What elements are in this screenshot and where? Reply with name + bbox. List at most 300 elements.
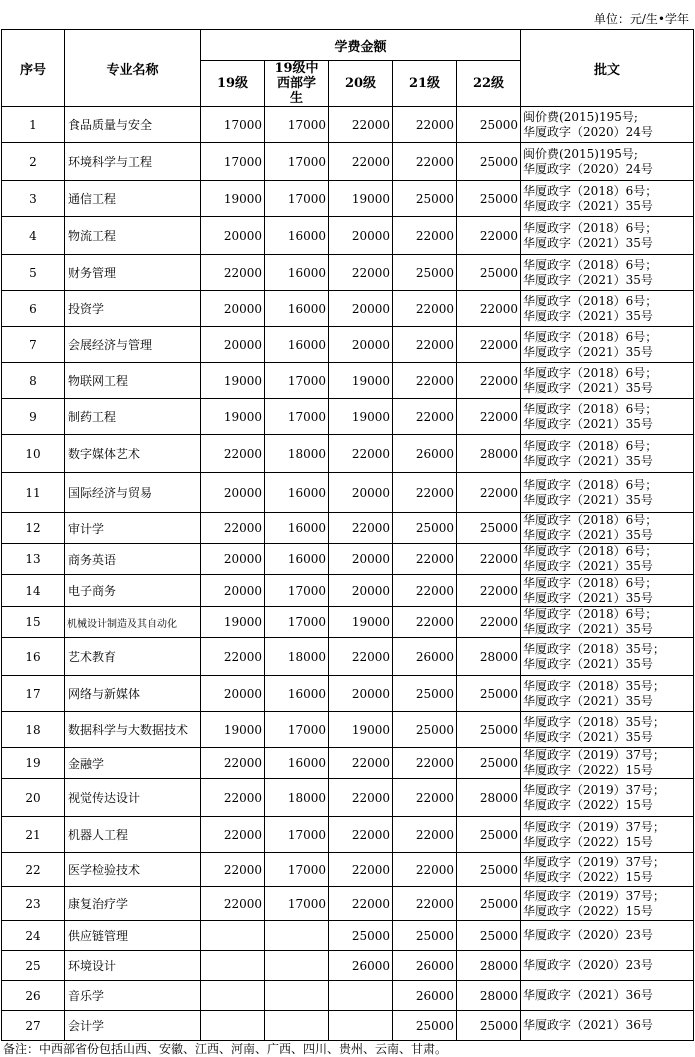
- row-fee-g21: 22000: [393, 779, 457, 817]
- row-approval-doc: [521, 291, 694, 327]
- table-row: [2, 676, 694, 712]
- approval-doc-line: 华厦政字（2021）35号: [523, 729, 653, 744]
- row-approval-doc: [521, 951, 694, 981]
- row-fee-g21: 22000: [393, 399, 457, 435]
- approval-doc-line: 华厦政字（2020）23号: [523, 928, 653, 942]
- row-major-name: 供应链管理: [65, 921, 201, 951]
- row-fee-g19: 22000: [201, 435, 265, 473]
- row-fee-g20: 19000: [329, 399, 393, 435]
- row-seq: 13: [2, 544, 65, 575]
- row-fee-g21: 22000: [393, 107, 457, 143]
- table-row: [2, 921, 694, 951]
- approval-doc-line: 华厦政字（2018）6号；: [523, 438, 658, 453]
- row-major-name: 会计学: [65, 1011, 201, 1041]
- table-row: [2, 181, 694, 217]
- approval-doc-line: 华厦政字（2018）6号；: [523, 365, 658, 380]
- header-doc: 批文: [521, 30, 694, 107]
- row-fee-g22: 25000: [457, 107, 521, 143]
- row-seq: 18: [2, 712, 65, 748]
- row-seq: 25: [2, 951, 65, 981]
- row-fee-g19: 22000: [201, 255, 265, 291]
- row-approval-doc: [521, 544, 694, 575]
- row-approval-doc: [521, 1011, 694, 1041]
- table-row: [2, 1011, 694, 1041]
- row-seq: 7: [2, 327, 65, 363]
- approval-doc-line: 华厦政字（2021）35号: [523, 622, 653, 636]
- approval-doc-line: 华厦政字（2020）24号: [523, 124, 653, 139]
- row-fee-g22: 25000: [457, 853, 521, 887]
- row-fee-g21: 22000: [393, 748, 457, 779]
- table-row: [2, 638, 694, 676]
- row-fee-g19-central-west: 16000: [265, 327, 329, 363]
- row-approval-doc: [521, 327, 694, 363]
- table-row: [2, 575, 694, 607]
- row-major-name: 网络与新媒体: [65, 676, 201, 712]
- row-fee-g19-central-west: 17000: [265, 607, 329, 638]
- row-seq: 24: [2, 921, 65, 951]
- row-fee-g22: 25000: [457, 817, 521, 853]
- row-fee-g20: 22000: [329, 638, 393, 676]
- row-major-name: 医学检验技术: [65, 853, 201, 887]
- row-fee-g19: [201, 1011, 265, 1041]
- row-fee-g19: 22000: [201, 853, 265, 887]
- row-seq: 11: [2, 473, 65, 513]
- approval-doc-line: 华厦政字（2021）35号: [523, 559, 653, 573]
- approval-doc-line: 华厦政字（2021）35号: [523, 235, 653, 250]
- approval-doc-line: 华厦政字（2018）35号；: [523, 714, 665, 729]
- row-major-name: 物联网工程: [65, 363, 201, 399]
- row-fee-g19-central-west: [265, 921, 329, 951]
- row-fee-g22: 25000: [457, 712, 521, 748]
- row-fee-g20: 20000: [329, 544, 393, 575]
- row-approval-doc: [521, 607, 694, 638]
- row-major-name: 视觉传达设计: [65, 779, 201, 817]
- row-fee-g19-central-west: [265, 951, 329, 981]
- approval-doc-line: 华厦政字（2021）35号: [523, 590, 653, 605]
- row-fee-g19-central-west: 17000: [265, 107, 329, 143]
- approval-doc-line: 华厦政字（2021）35号: [523, 656, 653, 671]
- row-fee-g21: 26000: [393, 951, 457, 981]
- row-approval-doc: [521, 779, 694, 817]
- row-fee-g20: 19000: [329, 712, 393, 748]
- table-row: [2, 951, 694, 981]
- row-fee-g19: 20000: [201, 327, 265, 363]
- row-fee-g19: 19000: [201, 712, 265, 748]
- row-major-name: 环境科学与工程: [65, 143, 201, 181]
- row-fee-g20: 22000: [329, 748, 393, 779]
- row-seq: 27: [2, 1011, 65, 1041]
- row-fee-g22: 25000: [457, 143, 521, 181]
- row-seq: 9: [2, 399, 65, 435]
- row-fee-g21: 22000: [393, 217, 457, 255]
- row-fee-g19: 19000: [201, 181, 265, 217]
- table-row: [2, 363, 694, 399]
- row-approval-doc: [521, 981, 694, 1011]
- row-fee-g20: 22000: [329, 255, 393, 291]
- approval-doc-line: 华厦政字（2019）37号；: [523, 854, 665, 869]
- row-fee-g22: 22000: [457, 575, 521, 607]
- approval-doc-line: 华厦政字（2021）35号: [523, 344, 653, 359]
- row-fee-g22: 22000: [457, 327, 521, 363]
- row-approval-doc: [521, 853, 694, 887]
- row-seq: 22: [2, 853, 65, 887]
- row-approval-doc: [521, 217, 694, 255]
- row-major-name: 食品质量与安全: [65, 107, 201, 143]
- row-fee-g20: 22000: [329, 853, 393, 887]
- row-seq: 19: [2, 748, 65, 779]
- row-fee-g19: 17000: [201, 107, 265, 143]
- row-fee-g19: 22000: [201, 748, 265, 779]
- table-row: [2, 143, 694, 181]
- row-fee-g21: 25000: [393, 676, 457, 712]
- row-fee-g19-central-west: 16000: [265, 473, 329, 513]
- approval-doc-line: 华厦政字（2021）36号: [523, 1018, 653, 1032]
- row-fee-g21: 22000: [393, 363, 457, 399]
- row-fee-g19: [201, 981, 265, 1011]
- table-body: [2, 107, 694, 1041]
- row-major-name: 国际经济与贸易: [65, 473, 201, 513]
- row-approval-doc: [521, 817, 694, 853]
- row-fee-g22: 25000: [457, 513, 521, 544]
- row-seq: 8: [2, 363, 65, 399]
- row-fee-g20: 22000: [329, 107, 393, 143]
- approval-doc-line: 华厦政字（2019）37号；: [523, 748, 665, 762]
- row-fee-g19-central-west: 16000: [265, 255, 329, 291]
- row-fee-g19: 19000: [201, 399, 265, 435]
- approval-doc-line: 华厦政字（2018）35号；: [523, 641, 665, 656]
- approval-doc-line: 闽价费(2015)195号;: [523, 146, 638, 161]
- row-fee-g21: 26000: [393, 981, 457, 1011]
- approval-doc-line: 华厦政字（2021）35号: [523, 416, 653, 431]
- row-fee-g19-central-west: 16000: [265, 676, 329, 712]
- row-fee-g19: 22000: [201, 817, 265, 853]
- approval-doc-line: 华厦政字（2022）15号: [523, 869, 653, 884]
- row-approval-doc: [521, 638, 694, 676]
- table-row: [2, 107, 694, 143]
- row-fee-g22: 25000: [457, 676, 521, 712]
- approval-doc-line: 华厦政字（2018）6号；: [523, 575, 658, 590]
- row-fee-g22: 25000: [457, 921, 521, 951]
- row-seq: 6: [2, 291, 65, 327]
- row-approval-doc: [521, 255, 694, 291]
- approval-doc-line: 华厦政字（2021）35号: [523, 272, 653, 287]
- row-fee-g21: 22000: [393, 575, 457, 607]
- row-fee-g19-central-west: 16000: [265, 513, 329, 544]
- row-fee-g22: 25000: [457, 748, 521, 779]
- approval-doc-line: 华厦政字（2021）35号: [523, 453, 653, 468]
- table-row: [2, 327, 694, 363]
- row-fee-g19: 20000: [201, 217, 265, 255]
- row-fee-g22: 22000: [457, 399, 521, 435]
- row-major-name: 投资学: [65, 291, 201, 327]
- row-fee-g19: [201, 921, 265, 951]
- row-major-name: 物流工程: [65, 217, 201, 255]
- row-approval-doc: [521, 712, 694, 748]
- table-row: [2, 817, 694, 853]
- row-fee-g20: 20000: [329, 676, 393, 712]
- row-fee-g19: 20000: [201, 676, 265, 712]
- table-row: [2, 435, 694, 473]
- header-g20: 20级: [329, 61, 393, 107]
- unit-label: 单位：元/生•学年: [593, 12, 689, 26]
- row-fee-g20: [329, 981, 393, 1011]
- row-approval-doc: [521, 435, 694, 473]
- row-fee-g22: 25000: [457, 255, 521, 291]
- row-seq: 12: [2, 513, 65, 544]
- row-fee-g20: 19000: [329, 607, 393, 638]
- approval-doc-line: 华厦政字（2021）35号: [523, 308, 653, 323]
- header-g19-central-west-text: 19级中西部学生: [274, 61, 319, 106]
- table-row: [2, 544, 694, 575]
- row-fee-g19-central-west: 16000: [265, 217, 329, 255]
- row-fee-g22: 28000: [457, 638, 521, 676]
- row-major-name: 环境设计: [65, 951, 201, 981]
- row-fee-g21: 22000: [393, 887, 457, 921]
- row-fee-g21: 25000: [393, 1011, 457, 1041]
- row-fee-g19: 19000: [201, 607, 265, 638]
- approval-doc-line: 华厦政字（2019）37号；: [523, 888, 665, 903]
- row-fee-g19-central-west: [265, 1011, 329, 1041]
- row-fee-g22: 22000: [457, 607, 521, 638]
- approval-doc-line: 闽价费(2015)195号;: [523, 109, 638, 124]
- row-fee-g20: 20000: [329, 217, 393, 255]
- row-fee-g22: 28000: [457, 779, 521, 817]
- row-fee-g19: 22000: [201, 513, 265, 544]
- row-fee-g19-central-west: 16000: [265, 544, 329, 575]
- header-g19-central-west: [265, 61, 329, 107]
- row-fee-g19-central-west: 17000: [265, 143, 329, 181]
- row-fee-g19-central-west: 17000: [265, 363, 329, 399]
- row-fee-g21: 22000: [393, 327, 457, 363]
- approval-doc-line: 华厦政字（2018）6号；: [523, 329, 658, 344]
- row-fee-g21: 22000: [393, 143, 457, 181]
- row-fee-g21: 25000: [393, 712, 457, 748]
- row-seq: 26: [2, 981, 65, 1011]
- row-approval-doc: [521, 887, 694, 921]
- row-fee-g19: 20000: [201, 575, 265, 607]
- row-fee-g19: 20000: [201, 544, 265, 575]
- row-fee-g20: 19000: [329, 363, 393, 399]
- row-fee-g19-central-west: 16000: [265, 748, 329, 779]
- row-fee-g22: 28000: [457, 981, 521, 1011]
- approval-doc-line: 华厦政字（2018）6号；: [523, 477, 658, 492]
- approval-doc-line: 华厦政字（2020）23号: [523, 958, 653, 972]
- approval-doc-line: 华厦政字（2020）24号: [523, 161, 653, 176]
- row-seq: 3: [2, 181, 65, 217]
- row-fee-g21: 25000: [393, 255, 457, 291]
- row-fee-g19-central-west: 17000: [265, 181, 329, 217]
- row-fee-g22: 25000: [457, 1011, 521, 1041]
- row-fee-g19-central-west: 16000: [265, 291, 329, 327]
- table-row: [2, 607, 694, 638]
- approval-doc-line: 华厦政字（2019）37号；: [523, 782, 665, 797]
- row-fee-g21: 26000: [393, 435, 457, 473]
- row-major-name: 制药工程: [65, 399, 201, 435]
- row-fee-g20: 22000: [329, 143, 393, 181]
- table-row: [2, 779, 694, 817]
- row-fee-g22: 22000: [457, 363, 521, 399]
- header-g19: 19级: [201, 61, 265, 107]
- row-major-name: 数字媒体艺术: [65, 435, 201, 473]
- row-fee-g21: 25000: [393, 181, 457, 217]
- table-row: [2, 853, 694, 887]
- approval-doc-line: 华厦政字（2021）35号: [523, 693, 653, 708]
- row-major-name: 通信工程: [65, 181, 201, 217]
- row-approval-doc: [521, 181, 694, 217]
- approval-doc-line: 华厦政字（2022）15号: [523, 903, 653, 918]
- row-approval-doc: [521, 921, 694, 951]
- row-fee-g21: 26000: [393, 638, 457, 676]
- header-major: 专业名称: [65, 30, 201, 107]
- row-fee-g20: 26000: [329, 951, 393, 981]
- row-fee-g22: 28000: [457, 435, 521, 473]
- approval-doc-line: 华厦政字（2022）15号: [523, 834, 653, 849]
- row-fee-g19: 20000: [201, 291, 265, 327]
- row-major-name: 机器人工程: [65, 817, 201, 853]
- row-fee-g19-central-west: 17000: [265, 817, 329, 853]
- table-row: [2, 513, 694, 544]
- approval-doc-line: 华厦政字（2018）6号；: [523, 183, 658, 198]
- row-fee-g21: 22000: [393, 817, 457, 853]
- row-fee-g19: 17000: [201, 143, 265, 181]
- row-fee-g20: 22000: [329, 435, 393, 473]
- approval-doc-line: 华厦政字（2019）37号；: [523, 819, 665, 834]
- row-fee-g22: 25000: [457, 181, 521, 217]
- row-fee-g22: 22000: [457, 544, 521, 575]
- row-fee-g22: 28000: [457, 951, 521, 981]
- row-fee-g20: 22000: [329, 513, 393, 544]
- approval-doc-line: 华厦政字（2021）35号: [523, 528, 653, 542]
- row-fee-g19-central-west: 18000: [265, 435, 329, 473]
- row-fee-g21: 25000: [393, 921, 457, 951]
- row-fee-g19-central-west: 17000: [265, 575, 329, 607]
- row-fee-g22: 22000: [457, 217, 521, 255]
- row-fee-g22: 22000: [457, 291, 521, 327]
- table-row: [2, 887, 694, 921]
- row-fee-g21: 22000: [393, 473, 457, 513]
- row-approval-doc: [521, 676, 694, 712]
- footnote: 备注：中西部省份包括山西、安徽、江西、河南、广西、四川、贵州、云南、甘肃。: [3, 1042, 448, 1056]
- row-fee-g20: 22000: [329, 779, 393, 817]
- row-fee-g19: 20000: [201, 473, 265, 513]
- row-major-name: 音乐学: [65, 981, 201, 1011]
- row-seq: 15: [2, 607, 65, 638]
- row-fee-g19: 22000: [201, 779, 265, 817]
- row-seq: 1: [2, 107, 65, 143]
- row-seq: 16: [2, 638, 65, 676]
- row-seq: 14: [2, 575, 65, 607]
- row-approval-doc: [521, 575, 694, 607]
- header-g22: 22级: [457, 61, 521, 107]
- row-major-name: 商务英语: [65, 544, 201, 575]
- row-fee-g19-central-west: 17000: [265, 712, 329, 748]
- row-fee-g22: 25000: [457, 887, 521, 921]
- row-fee-g20: 22000: [329, 887, 393, 921]
- row-fee-g19: [201, 951, 265, 981]
- table-row: [2, 217, 694, 255]
- tuition-table: [1, 29, 694, 1041]
- approval-doc-line: 华厦政字（2021）35号: [523, 492, 653, 507]
- row-fee-g19: 22000: [201, 887, 265, 921]
- row-fee-g21: 25000: [393, 513, 457, 544]
- row-major-name: 电子商务: [65, 575, 201, 607]
- approval-doc-line: 华厦政字（2018）6号；: [523, 401, 658, 416]
- row-fee-g19: 19000: [201, 363, 265, 399]
- row-fee-g20: 25000: [329, 921, 393, 951]
- row-major-name: 金融学: [65, 748, 201, 779]
- row-fee-g20: 20000: [329, 575, 393, 607]
- table-row: [2, 291, 694, 327]
- row-fee-g21: 22000: [393, 607, 457, 638]
- approval-doc-line: 华厦政字（2021）35号: [523, 380, 653, 395]
- approval-doc-line: 华厦政字（2022）15号: [523, 797, 653, 812]
- row-major-name: 会展经济与管理: [65, 327, 201, 363]
- table-row: [2, 748, 694, 779]
- row-seq: 4: [2, 217, 65, 255]
- row-fee-g19-central-west: 18000: [265, 638, 329, 676]
- header-fee-group: 学费金额: [201, 30, 521, 61]
- row-fee-g20: 20000: [329, 327, 393, 363]
- row-approval-doc: [521, 748, 694, 779]
- approval-doc-line: 华厦政字（2018）6号；: [523, 544, 658, 558]
- header-g21: 21级: [393, 61, 457, 107]
- row-major-name: 审计学: [65, 513, 201, 544]
- header-seq: 序号: [2, 30, 65, 107]
- row-approval-doc: [521, 399, 694, 435]
- row-seq: 23: [2, 887, 65, 921]
- row-major-name: 数据科学与大数据技术: [65, 712, 201, 748]
- row-seq: 17: [2, 676, 65, 712]
- table-row: [2, 399, 694, 435]
- row-seq: 10: [2, 435, 65, 473]
- approval-doc-line: 华厦政字（2021）35号: [523, 198, 653, 213]
- row-seq: 5: [2, 255, 65, 291]
- row-fee-g20: [329, 1011, 393, 1041]
- row-fee-g19-central-west: 17000: [265, 853, 329, 887]
- row-approval-doc: [521, 513, 694, 544]
- table-row: [2, 981, 694, 1011]
- approval-doc-line: 华厦政字（2018）6号；: [523, 607, 658, 621]
- approval-doc-line: 华厦政字（2018）6号；: [523, 293, 658, 308]
- row-fee-g19: 22000: [201, 638, 265, 676]
- row-fee-g20: 20000: [329, 291, 393, 327]
- row-fee-g20: 19000: [329, 181, 393, 217]
- row-fee-g22: 22000: [457, 473, 521, 513]
- table-row: [2, 712, 694, 748]
- row-seq: 20: [2, 779, 65, 817]
- row-fee-g19-central-west: 18000: [265, 779, 329, 817]
- row-major-name: 财务管理: [65, 255, 201, 291]
- approval-doc-line: 华厦政字（2018）6号；: [523, 513, 658, 527]
- row-fee-g20: 20000: [329, 473, 393, 513]
- row-fee-g19-central-west: 17000: [265, 887, 329, 921]
- row-approval-doc: [521, 107, 694, 143]
- row-fee-g21: 22000: [393, 291, 457, 327]
- approval-doc-line: 华厦政字（2018）6号；: [523, 220, 658, 235]
- row-major-name: 机械设计制造及其自动化: [65, 607, 201, 638]
- row-fee-g21: 22000: [393, 544, 457, 575]
- row-fee-g21: 22000: [393, 853, 457, 887]
- table-row: [2, 473, 694, 513]
- approval-doc-line: 华厦政字（2022）15号: [523, 763, 653, 777]
- row-major-name: 艺术教育: [65, 638, 201, 676]
- approval-doc-line: 华厦政字（2021）36号: [523, 988, 653, 1002]
- row-seq: 2: [2, 143, 65, 181]
- approval-doc-line: 华厦政字（2018）6号；: [523, 257, 658, 272]
- row-fee-g19-central-west: [265, 981, 329, 1011]
- row-seq: 21: [2, 817, 65, 853]
- row-approval-doc: [521, 363, 694, 399]
